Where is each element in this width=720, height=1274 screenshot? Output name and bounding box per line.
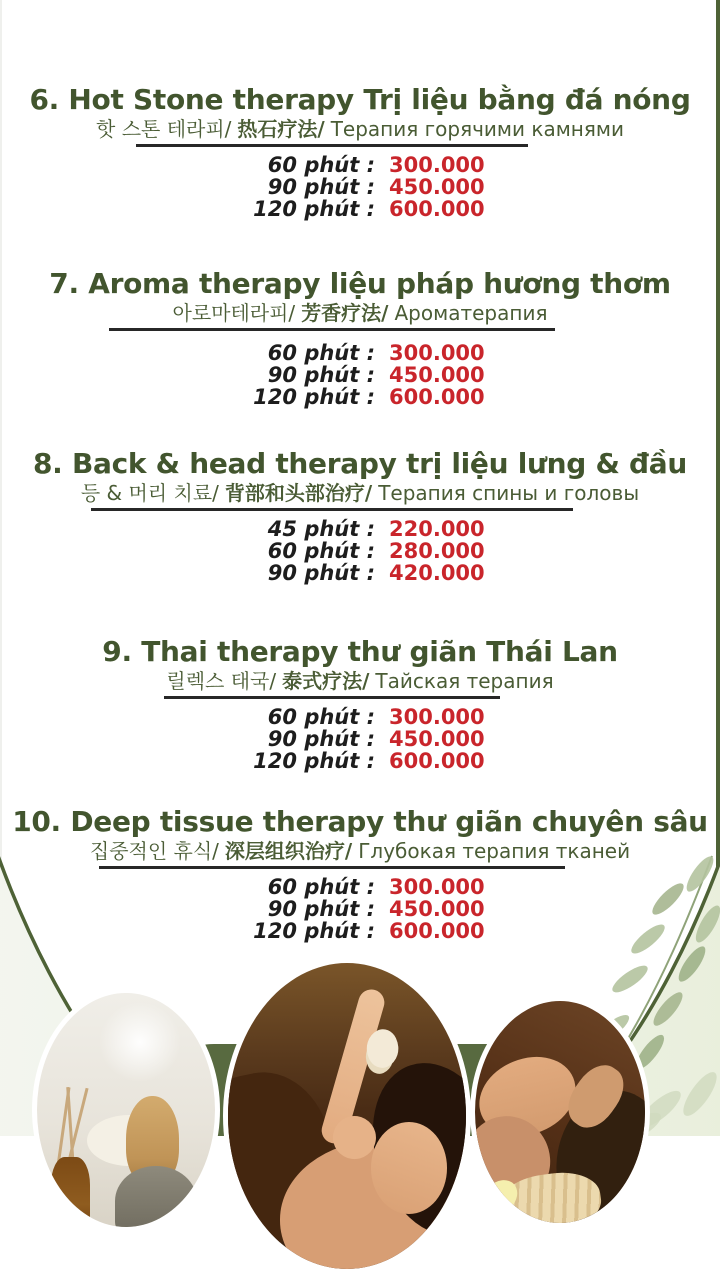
duration-label: 120 phút :: [253, 384, 375, 409]
price-value: 450.000: [389, 726, 485, 751]
subtitle-russian: Тайская терапия: [375, 669, 554, 693]
duration-label: 45 phút :: [267, 516, 375, 541]
price-row: [205, 196, 541, 221]
subtitle-chinese: 泰式疗法/: [282, 669, 370, 693]
price-row: [205, 748, 541, 773]
duration-label: 120 phút :: [253, 196, 375, 221]
duration-label: 60 phút :: [267, 152, 375, 177]
price-value: 600.000: [389, 384, 485, 409]
price-value: 420.000: [389, 560, 485, 585]
subtitle-korean: 아로마테라피/: [172, 301, 296, 325]
section-title: 8. Back & head therapy trị liệu lưng & đầu: [32, 447, 687, 480]
price-value: 600.000: [389, 918, 485, 943]
section-subtitle: [0, 118, 720, 140]
subtitle-chinese: 热石疗法/: [237, 117, 325, 141]
price-value: 300.000: [389, 704, 485, 729]
section-title: 10. Deep tissue therapy thư giãn chuyên sâu: [12, 805, 708, 838]
price-value: 280.000: [389, 538, 485, 563]
price-list: [205, 152, 541, 221]
divider-line: [91, 508, 573, 511]
price-value: 300.000: [389, 340, 485, 365]
price-row: [205, 726, 541, 751]
subtitle-korean: 집중적인 휴식/: [89, 839, 219, 863]
price-row: [205, 516, 541, 541]
duration-label: 60 phút :: [267, 704, 375, 729]
section-title: 7. Aroma therapy liệu pháp hương thơm: [49, 267, 671, 300]
divider-line: [164, 696, 500, 699]
section-subtitle: [0, 302, 720, 324]
menu-section-8: [0, 448, 720, 585]
duration-label: 60 phút :: [267, 340, 375, 365]
price-list: [205, 340, 541, 409]
menu-section-10: [0, 806, 720, 943]
aroma-diffuser-photo: [32, 988, 220, 1232]
subtitle-russian: Терапия спины и головы: [378, 481, 640, 505]
duration-label: 90 phút :: [267, 726, 375, 751]
price-list: [205, 874, 541, 943]
price-row: [205, 152, 541, 177]
duration-label: 120 phút :: [253, 748, 375, 773]
divider-line: [99, 866, 565, 869]
price-list: [205, 516, 541, 585]
price-value: 450.000: [389, 174, 485, 199]
price-row: [205, 538, 541, 563]
duration-label: 90 phút :: [267, 896, 375, 921]
divider-line: [109, 328, 555, 331]
stone-pot-shape: [115, 1166, 197, 1232]
amber-bottle-shape: [51, 1157, 90, 1232]
subtitle-russian: Ароматерапия: [394, 301, 548, 325]
duration-label: 90 phút :: [267, 362, 375, 387]
subtitle-chinese: 背部和头部治疗/: [224, 481, 373, 505]
price-value: 220.000: [389, 516, 485, 541]
price-row: [205, 384, 541, 409]
menu-section-9: [0, 636, 720, 773]
back-massage-photo: [223, 958, 471, 1274]
price-value: 300.000: [389, 152, 485, 177]
head-massage-photo: [470, 996, 650, 1228]
subtitle-chinese: 芳香疗法/: [301, 301, 389, 325]
subtitle-korean: 핫 스톤 테라피/: [96, 117, 232, 141]
duration-label: 90 phút :: [267, 560, 375, 585]
price-value: 450.000: [389, 896, 485, 921]
price-value: 600.000: [389, 196, 485, 221]
section-subtitle: [0, 670, 720, 692]
duration-label: 60 phút :: [267, 874, 375, 899]
subtitle-korean: 등 & 머리 치료/: [80, 481, 219, 505]
steam-shape: [99, 1002, 181, 1082]
divider-line: [136, 144, 528, 147]
price-row: [205, 704, 541, 729]
price-row: [205, 362, 541, 387]
duration-label: 60 phút :: [267, 538, 375, 563]
price-row: [205, 918, 541, 943]
subtitle-korean: 릴렉스 태국/: [166, 669, 277, 693]
subtitle-chinese: 深层组织治疗/: [224, 839, 353, 863]
price-row: [205, 874, 541, 899]
price-row: [205, 560, 541, 585]
section-title: 6. Hot Stone therapy Trị liệu bằng đá nóng: [29, 83, 691, 116]
price-row: [205, 896, 541, 921]
section-subtitle: [0, 840, 720, 862]
subtitle-russian: Глубокая терапия тканей: [358, 839, 631, 863]
menu-section-7: [0, 268, 720, 409]
section-title: 9. Thai therapy thư giãn Thái Lan: [102, 635, 618, 668]
price-list: [205, 704, 541, 773]
price-row: [205, 340, 541, 365]
duration-label: 90 phút :: [267, 174, 375, 199]
menu-section-6: [0, 84, 720, 221]
price-value: 450.000: [389, 362, 485, 387]
price-row: [205, 174, 541, 199]
duration-label: 120 phút :: [253, 918, 375, 943]
section-subtitle: [0, 482, 720, 504]
price-value: 300.000: [389, 874, 485, 899]
price-value: 600.000: [389, 748, 485, 773]
subtitle-russian: Терапия горячими камнями: [330, 117, 624, 141]
